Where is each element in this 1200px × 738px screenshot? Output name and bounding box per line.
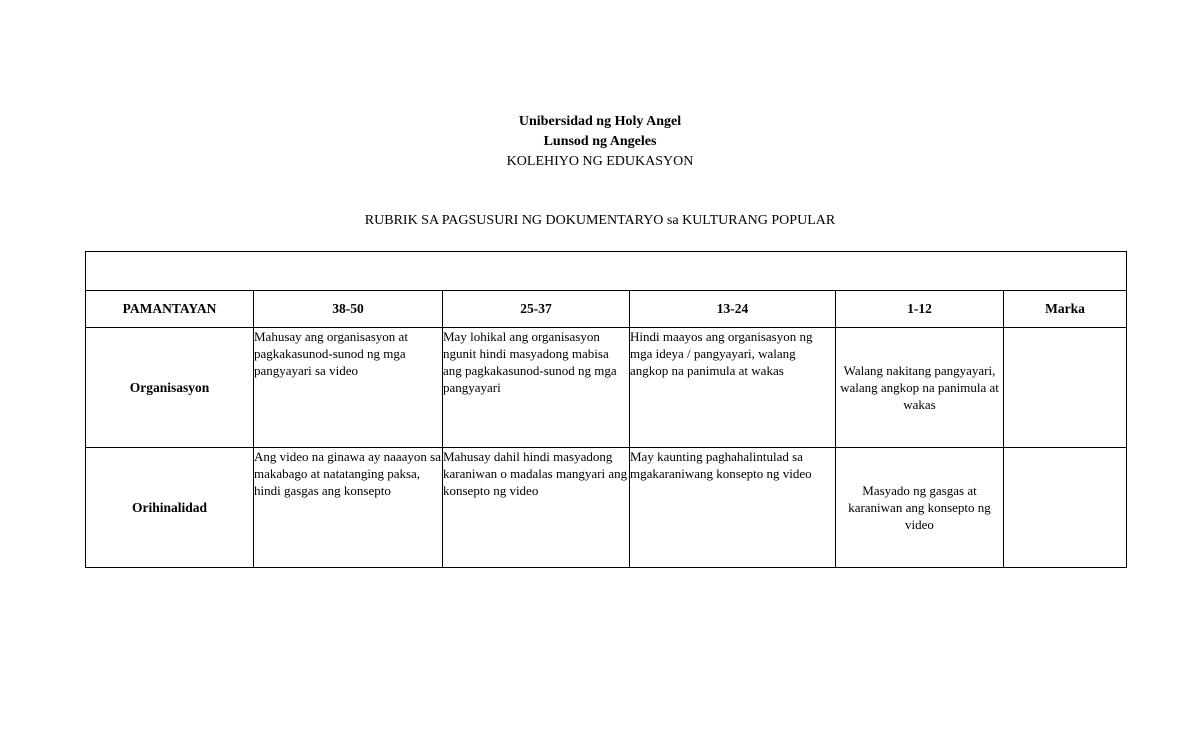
descriptor-cell-1-12: Walang nakitang pangyayari, walang angkop na panimula at wakas xyxy=(836,328,1004,448)
descriptor-cell-1-12: Masyado ng gasgas at karaniwan ang konsepto ng video xyxy=(836,448,1004,568)
table-row-organisasyon xyxy=(86,328,1127,448)
criterion-cell: Organisasyon xyxy=(86,328,254,448)
column-header-pamantayan: PAMANTAYAN xyxy=(86,291,254,328)
blank-cell xyxy=(86,252,1127,291)
score-cell xyxy=(1004,448,1127,568)
descriptor-cell-25-37: May lohikal ang organisasyon ngunit hindi masyadong mabisa ang pagkakasunod-sunod ng mga pangyayari xyxy=(443,328,630,448)
descriptor-cell-13-24: May kaunting paghahalintulad sa mgakaraniwang konsepto ng video xyxy=(630,448,836,568)
column-header-25-37: 25-37 xyxy=(443,291,630,328)
rubric-table xyxy=(85,251,1127,568)
city-name: Lunsod ng Angeles xyxy=(543,134,657,149)
document-header xyxy=(0,112,1200,172)
table-blank-row xyxy=(86,252,1127,291)
column-header-marka: Marka xyxy=(1004,291,1127,328)
descriptor-cell-13-24: Hindi maayos ang organisasyon ng mga ideya / pangyayari, walang angkop na panimula at wakas xyxy=(630,328,836,448)
college-name: KOLEHIYO NG EDUKASYON xyxy=(506,154,694,169)
rubric-title: RUBRIK SA PAGSUSURI NG DOKUMENTARYO sa KULTURANG POPULAR xyxy=(364,213,836,228)
university-name: Unibersidad ng Holy Angel xyxy=(518,114,682,129)
column-header-1-12: 1-12 xyxy=(836,291,1004,328)
table-row-orihinalidad xyxy=(86,448,1127,568)
score-cell xyxy=(1004,328,1127,448)
descriptor-cell-38-50: Ang video na ginawa ay naaayon sa makabago at natatanging paksa, hindi gasgas ang konsepto xyxy=(254,448,443,568)
criterion-cell: Orihinalidad xyxy=(86,448,254,568)
descriptor-cell-25-37: Mahusay dahil hindi masyadong karaniwan o madalas mangyari ang konsepto ng video xyxy=(443,448,630,568)
column-header-13-24: 13-24 xyxy=(630,291,836,328)
column-header-38-50: 38-50 xyxy=(254,291,443,328)
table-header-row xyxy=(86,291,1127,328)
descriptor-cell-38-50: Mahusay ang organisasyon at pagkakasunod-sunod ng mga pangyayari sa video xyxy=(254,328,443,448)
